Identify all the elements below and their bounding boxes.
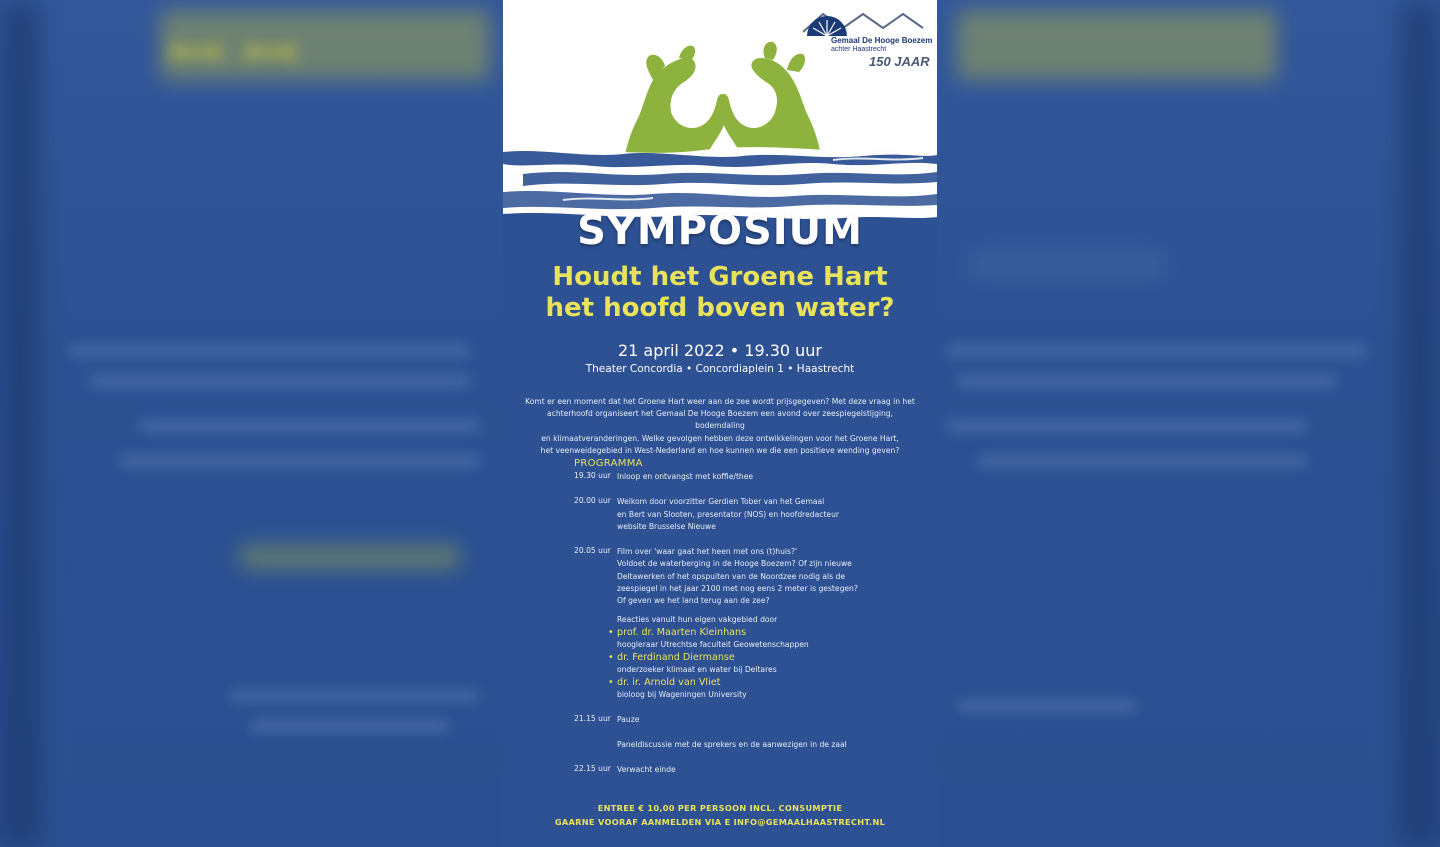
program-section	[574, 458, 924, 790]
blurred-shape	[230, 690, 480, 702]
intro-line: en klimaatveranderingen. Welke gevolgen hebben deze ontwikkelingen voor het Groene Hart,	[541, 433, 899, 443]
speaker-name	[608, 676, 924, 689]
reactions-intro: Reacties vanuit hun eigen vakgebied door	[617, 614, 778, 624]
entry-price: ENTREE € 10,00 PER PERSOON INCL. CONSUMPTIE	[597, 803, 843, 813]
event-venue: Theater Concordia • Concordiaplein 1 • Haastrecht	[585, 363, 855, 375]
blurred-shape	[957, 10, 1277, 80]
bullet-icon: •	[608, 676, 614, 688]
program-item	[574, 739, 924, 751]
bullet-icon: •	[608, 651, 614, 663]
logo-anniversary: 150 JAAR	[869, 54, 930, 69]
program-line: Of geven we het land terug aan de zee?	[617, 596, 770, 606]
speaker-role: onderzoeker klimaat en water bij Deltares	[617, 664, 777, 674]
subtitle-line-1: Houdt het Groene Hart	[552, 262, 888, 292]
blurred-shape	[957, 700, 1137, 712]
subtitle-line-2: het hoofd boven water?	[545, 293, 895, 323]
blurred-shape	[90, 375, 470, 387]
blurred-background-right	[937, 0, 1440, 847]
blurred-shape	[977, 455, 1307, 467]
event-date: 21 april 2022 • 19.30 uur	[617, 341, 823, 360]
blurred-shape	[160, 10, 490, 80]
program-description	[617, 471, 924, 483]
program-time: 19.30 uur	[574, 471, 611, 480]
bullet-icon: •	[608, 626, 614, 638]
program-description: Paneldiscussie met de sprekers en de aanwezigen in de zaal	[617, 739, 847, 749]
program-line: zeespiegel in het jaar 2100 met nog eens 2 meter is gestegen?	[617, 584, 858, 594]
blurred-shape	[947, 345, 1367, 357]
program-item	[574, 714, 924, 726]
speakers-list	[608, 614, 924, 701]
speaker-name-text: dr. Ferdinand Diermanse	[617, 651, 735, 663]
blurred-shape	[70, 345, 470, 357]
program-line: Welkom door voorzitter Gerdien Tober van het Gemaal	[617, 497, 825, 507]
program-item	[574, 546, 924, 700]
program-line: Voldoet de waterberging in de Hooge Boezem? Of zijn nieuwe	[617, 559, 852, 569]
gemaal-logo	[803, 10, 933, 74]
program-line: Deltawerken of het opspuiten van de Noordzee nodig als de	[617, 571, 845, 581]
registration-info: GAARNE VOORAF AANMELDEN VIA E INFO@GEMAALHAASTRECHT.NL	[554, 817, 886, 827]
program-description	[617, 496, 924, 533]
symposium-poster	[503, 0, 937, 847]
blurred-background-left	[0, 0, 503, 847]
program-line: Inloop en ontvangst met koffie/thee	[617, 472, 754, 481]
program-item	[574, 496, 924, 533]
speaker-name-text: dr. ir. Arnold van Vliet	[617, 676, 721, 688]
speaker-name-text: prof. dr. Maarten Kleinhans	[617, 626, 747, 638]
program-line: Film over 'waar gaat het heen met ons (t)huis?'	[617, 547, 798, 557]
program-time: 20.05 uur	[574, 546, 611, 556]
blurred-shape	[140, 420, 480, 432]
program-item	[574, 764, 924, 776]
blurred-shape	[0, 0, 40, 847]
blurred-shape	[1400, 0, 1440, 847]
poster-title: SYMPOSIUM	[577, 208, 863, 254]
program-line: en Bert van Slooten, presentator (NOS) en hoofdredacteur	[617, 509, 840, 519]
intro-line: het veenweidegebied in West-Nederland en hoe kunnen we die een positieve wending geven?	[540, 445, 900, 455]
poster-footer	[503, 801, 937, 829]
blurred-shape	[947, 420, 1307, 432]
blurred-shape	[250, 720, 450, 732]
blurred-shape	[957, 375, 1337, 387]
logo-subtitle: achter Haastrecht	[831, 46, 887, 53]
speaker-name	[608, 626, 924, 639]
speaker-role: hoogleraar Utrechtse faculteit Geowetenschappen	[617, 639, 809, 649]
program-time: 20.00 uur	[574, 496, 611, 506]
intro-paragraph	[523, 396, 917, 457]
intro-line: achterhoofd organiseert het Gemaal De Hooge Boezem een avond over zeespiegelstijging, bodemdaling	[546, 409, 893, 431]
program-description: Pauze	[617, 714, 640, 724]
program-heading: PROGRAMMA	[574, 458, 643, 469]
blurred-shape	[967, 250, 1167, 280]
intro-line: Komt er een moment dat het Groene Hart weer aan de zee wordt prijsgegeven? Met deze vraag in het	[525, 397, 915, 406]
poster-subtitle	[503, 262, 937, 324]
program-time: 22.15 uur	[574, 764, 611, 774]
speaker-role: bioloog bij Wageningen University	[617, 689, 747, 699]
speaker-name	[608, 651, 924, 664]
program-line: website Brusselse Nieuwe	[617, 521, 716, 531]
blurred-shape	[120, 455, 480, 467]
logo-name: Gemaal De Hooge Boezem	[831, 36, 933, 45]
blurred-shape	[240, 545, 460, 569]
program-description	[617, 546, 924, 607]
program-description: Verwacht einde	[617, 765, 676, 775]
program-time: 21.15 uur	[574, 713, 611, 723]
program-item	[574, 471, 924, 483]
